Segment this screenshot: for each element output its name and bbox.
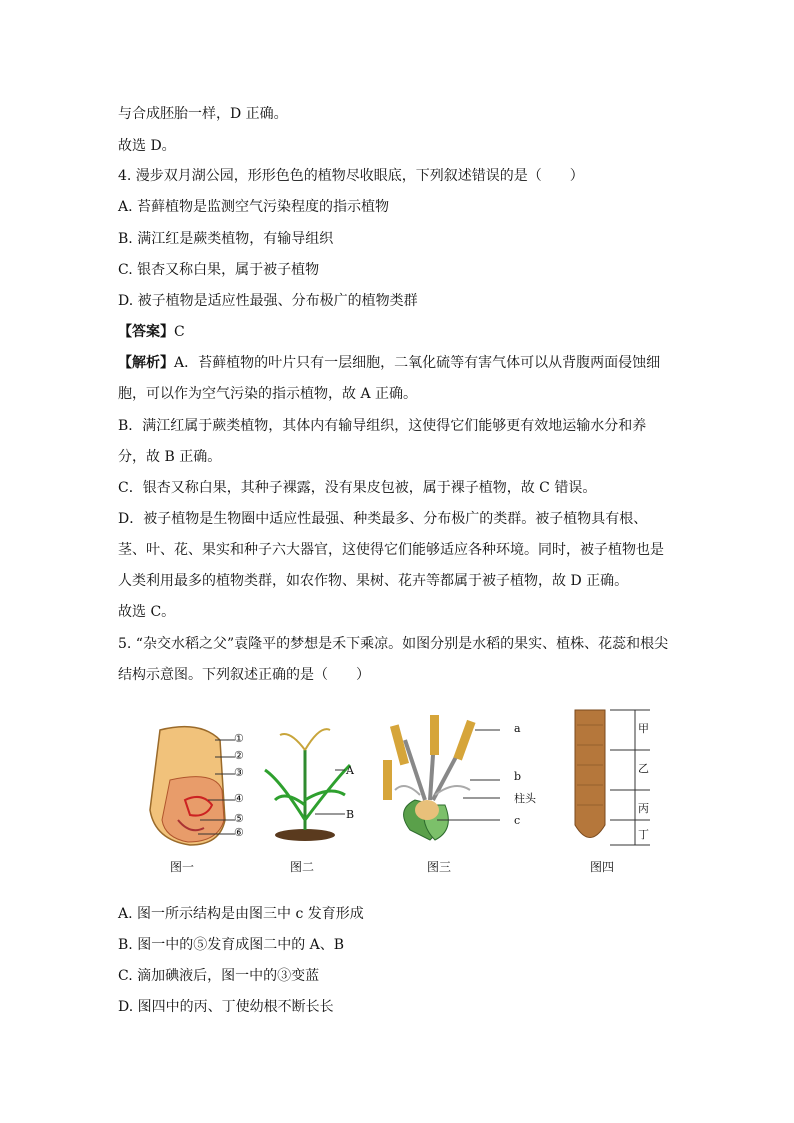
fig4-label-jia: 甲: [638, 722, 649, 735]
explanation-line: B．满江红属于蕨类植物，其体内有输导组织，这使得它们能够更有效地运输水分和养: [118, 418, 647, 434]
caption-fig4: 图四: [590, 860, 615, 874]
fig1-label-3: ③: [234, 766, 244, 779]
option-5c: C. 滴加碘液后，图一中的③变蓝: [118, 968, 320, 984]
caption-fig1: 图一: [170, 860, 195, 874]
fig1-label-5: ⑤: [234, 812, 244, 825]
explanation-line: 茎、叶、花、果实和种子六大器官，这使得它们能够适应各种环境。同时，被子植物也是: [118, 542, 664, 558]
fig1-label-1: ①: [234, 732, 244, 745]
fig4-label-yi: 乙: [638, 762, 649, 775]
fig1-label-6: ⑥: [234, 826, 244, 839]
root-tip-figure: [565, 705, 665, 855]
option-5d: D. 图四中的丙、丁使幼根不断长长: [118, 999, 334, 1015]
fig3-label-c: c: [514, 814, 521, 827]
explanation-line: D．被子植物是生物圈中适应性最强、种类最多、分布极广的类群。被子植物具有根、: [118, 511, 648, 527]
fig4-label-ding: 丁: [638, 828, 649, 841]
option-c: C. 银杏又称白果，属于被子植物: [118, 262, 320, 278]
figure-area: [130, 700, 670, 880]
text-line: 与合成胚胎一样，D 正确。: [118, 106, 288, 122]
option-d: D. 被子植物是适应性最强、分布极广的植物类群: [118, 293, 418, 309]
question-4: 4. 漫步双月湖公园，形形色色的植物尽收眼底，下列叙述错误的是（ ）: [118, 168, 584, 184]
fig1-label-2: ②: [234, 749, 244, 762]
fig2-label-a: A: [346, 764, 354, 777]
fig3-label-stigma: 柱头: [514, 792, 536, 805]
fig2-label-b: B: [346, 808, 355, 821]
explanation-tag: 【解析】: [118, 355, 174, 371]
option-5b: B. 图一中的⑤发育成图二中的 A、B: [118, 937, 345, 953]
answer-value: C: [174, 324, 185, 340]
fig4-label-bing: 丙: [638, 802, 649, 815]
question-5-cont: 结构示意图。下列叙述正确的是（ ）: [118, 667, 370, 683]
explanation-line: 故选 C。: [118, 604, 176, 620]
option-a: A. 苔藓植物是监测空气污染程度的指示植物: [118, 199, 390, 215]
option-5a: A. 图一所示结构是由图三中 c 发育形成: [118, 906, 364, 922]
option-b: B. 满江红是蕨类植物，有输导组织: [118, 231, 334, 247]
caption-fig3: 图三: [427, 860, 452, 874]
answer-line: [118, 322, 185, 342]
explanation-line: 胞，可以作为空气污染的指示植物，故 A 正确。: [118, 386, 418, 402]
explanation-line: C．银杏又称白果，其种子裸露，没有果皮包被，属于裸子植物，故 C 错误。: [118, 480, 597, 496]
fig3-label-b: b: [514, 770, 522, 783]
caption-fig2: 图二: [290, 860, 315, 874]
explanation-line: 【解析】A．苔藓植物的叶片只有一层细胞，二氧化硫等有害气体可以从背腹两面侵蚀细: [118, 355, 661, 371]
text-line: 故选 D。: [118, 138, 176, 154]
answer-tag: 【答案】: [118, 324, 174, 340]
fig1-label-4: ④: [234, 792, 244, 805]
question-5: 5. “杂交水稻之父”袁隆平的梦想是禾下乘凉。如图分别是水稻的果实、植株、花蕊和根尖: [118, 636, 669, 652]
explanation-line: 人类利用最多的植物类群，如农作物、果树、花卉等都属于被子植物，故 D 正确。: [118, 573, 629, 589]
explanation-line: 分，故 B 正确。: [118, 449, 222, 465]
rice-plant-figure: [260, 710, 360, 850]
rice-flower-figure: [375, 710, 525, 850]
fig3-label-a: a: [514, 722, 521, 735]
